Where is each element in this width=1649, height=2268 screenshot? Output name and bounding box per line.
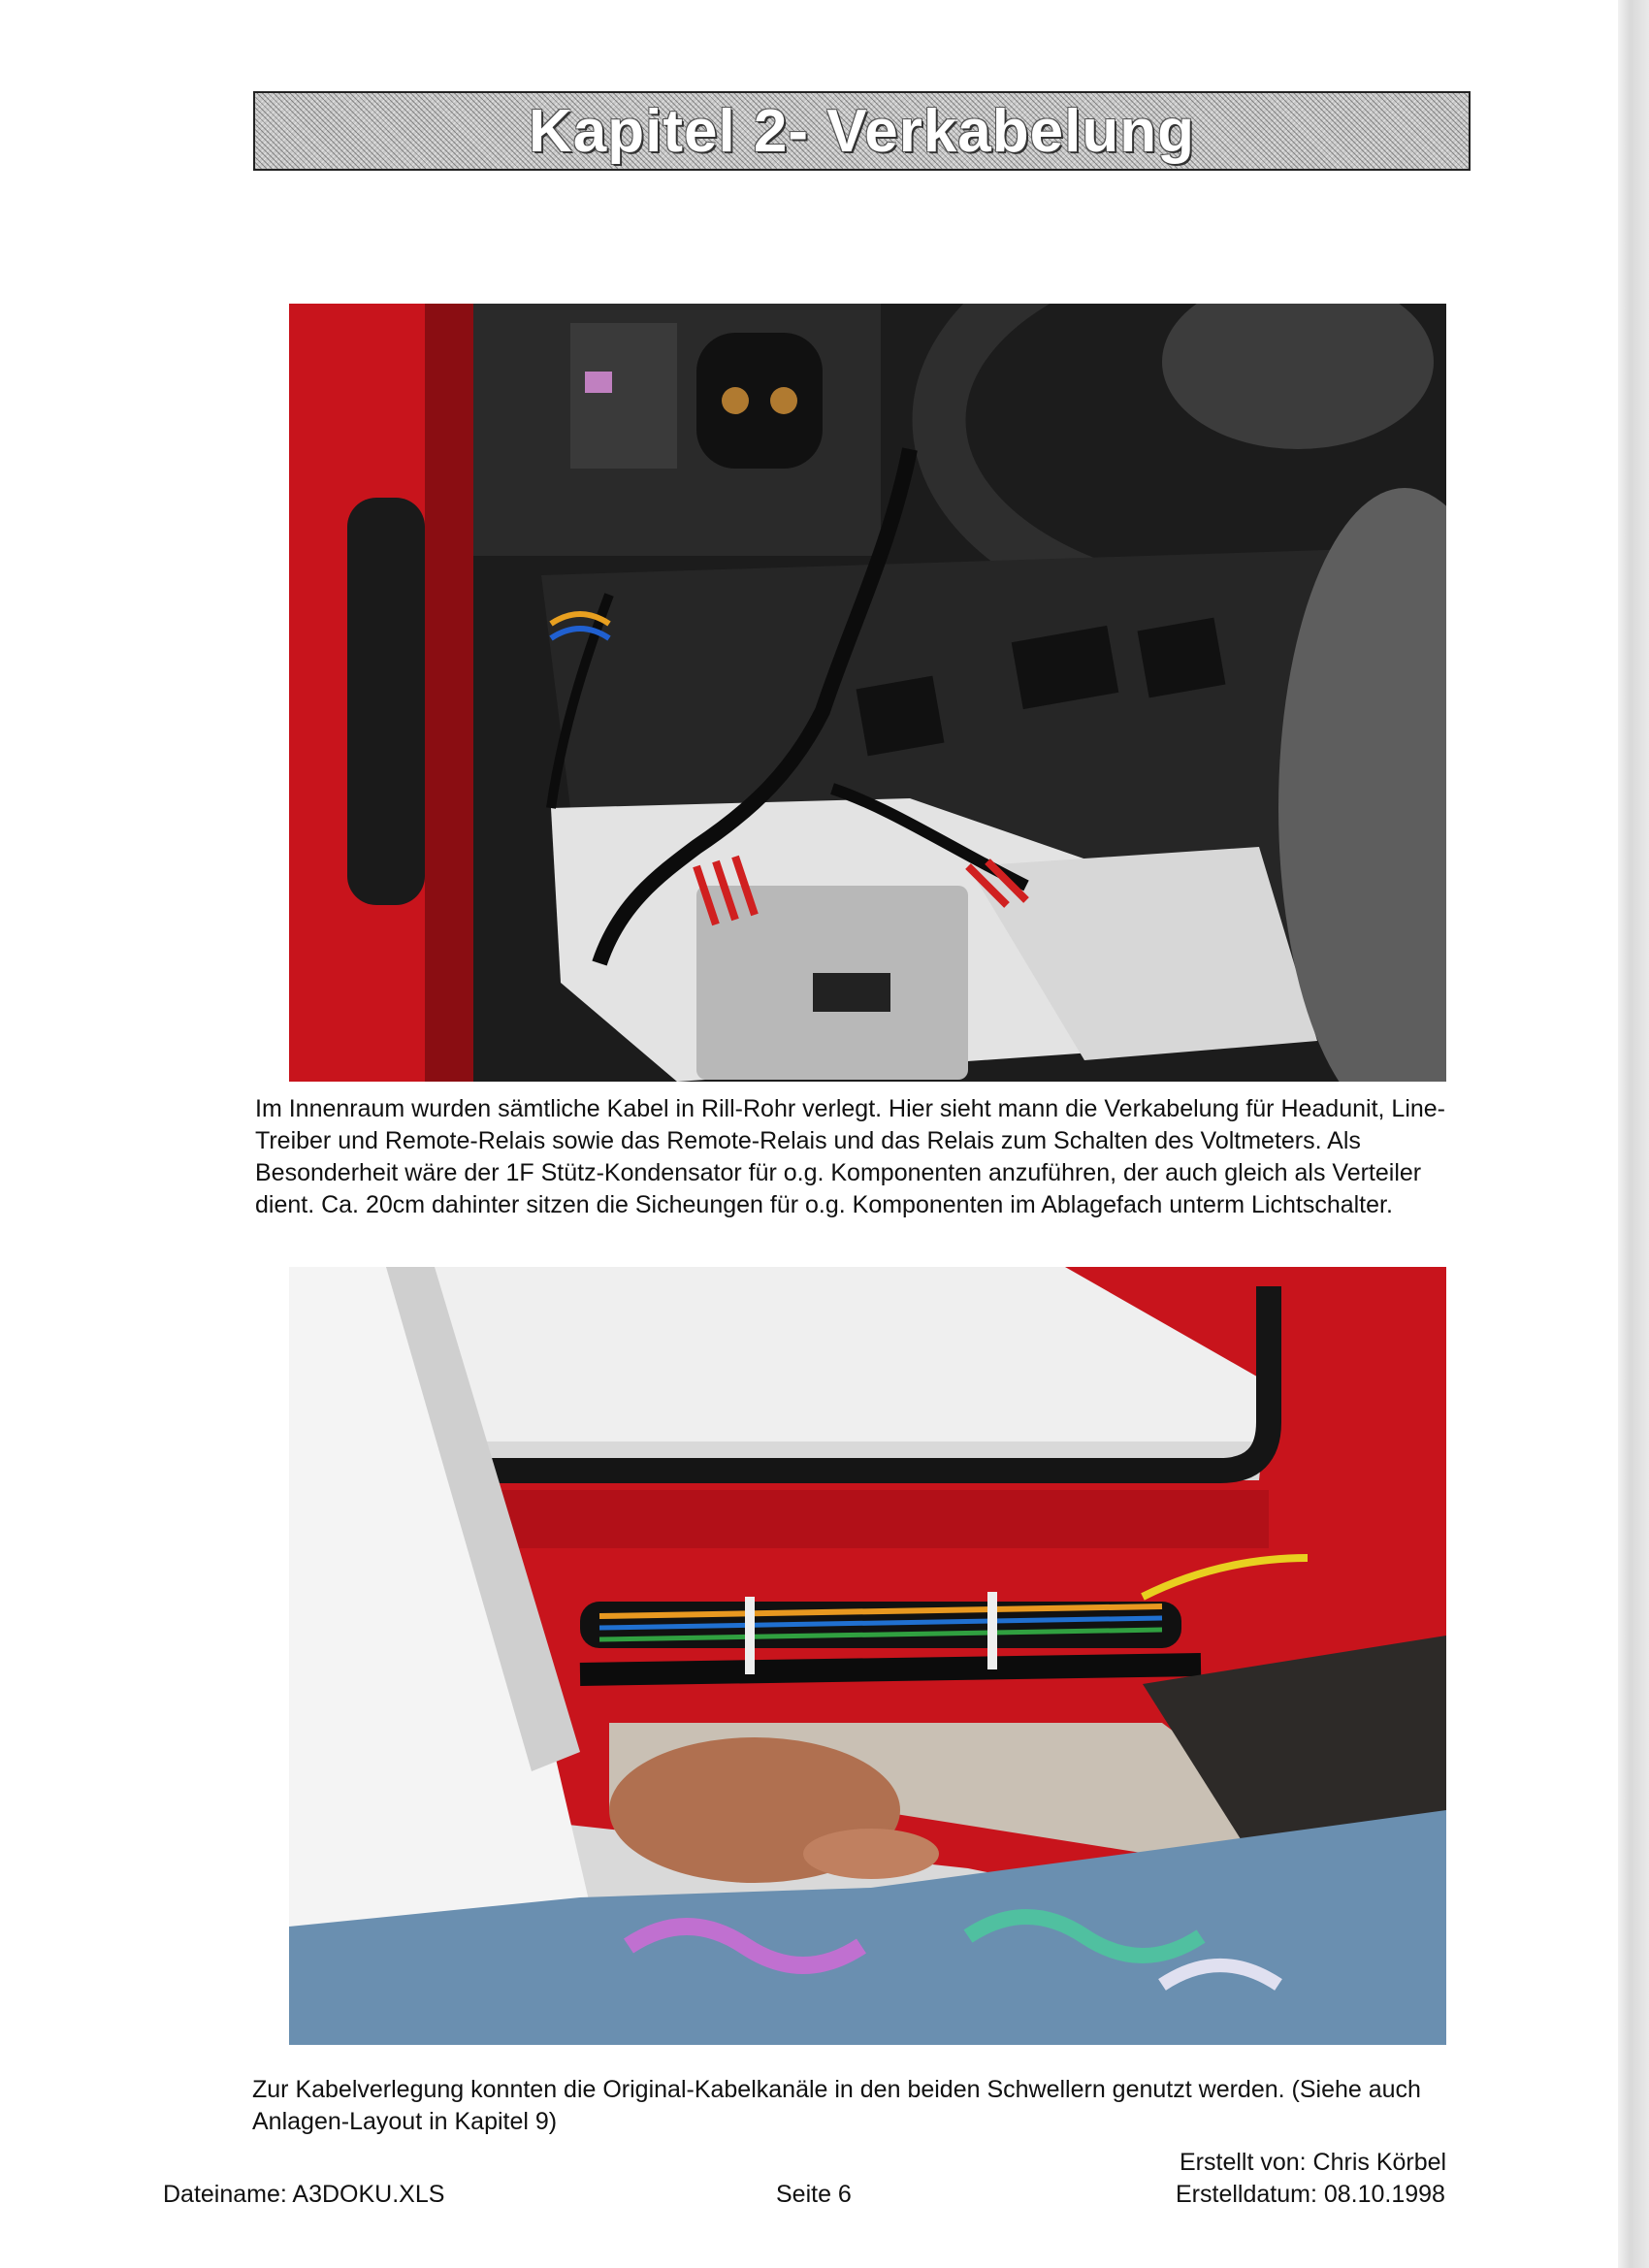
photo-2-drawing [289, 1267, 1446, 2045]
footer-author: Erstellt von: Chris Körbel [1180, 2149, 1447, 2176]
door-sill-cable-channel-photo [289, 1267, 1446, 2045]
caption-interior-wiring: Im Innenraum wurden sämtliche Kabel in Rill-Rohr verlegt. Hier sieht mann die Verkabelung für Headunit, Line-Treiber und Remote-Relais sowie das Remote-Relais und das Relais zum Schalten des Voltmeters. Als Besonderheit wäre der 1F Stütz-Kondensator für o.g. Komponenten anzuführen, der auch gleich als Verteiler dient. Ca. 20cm dahinter sitzen die Sicheungen für o.g. Komponenten im Ablagefach unterm Lichtschalter. [255, 1095, 1446, 1218]
photo-1-drawing [289, 304, 1446, 1082]
page-title: Kapitel 2- Verkabelung [529, 97, 1195, 165]
caption-door-sill: Zur Kabelverlegung konnten die Original-Kabelkanäle in den beiden Schwellern genutzt werden. (Siehe auch Anlagen-Layout in Kapitel 9) [252, 2076, 1421, 2135]
chapter-title-banner [253, 91, 1471, 171]
interior-footwell-wiring-photo [289, 304, 1446, 1082]
footer-filename: Dateiname: A3DOKU.XLS [163, 2181, 445, 2208]
footer-page-number: Seite 6 [776, 2181, 852, 2208]
footer-date: Erstelldatum: 08.10.1998 [1176, 2181, 1445, 2208]
scan-edge-shadow [1618, 0, 1649, 2268]
